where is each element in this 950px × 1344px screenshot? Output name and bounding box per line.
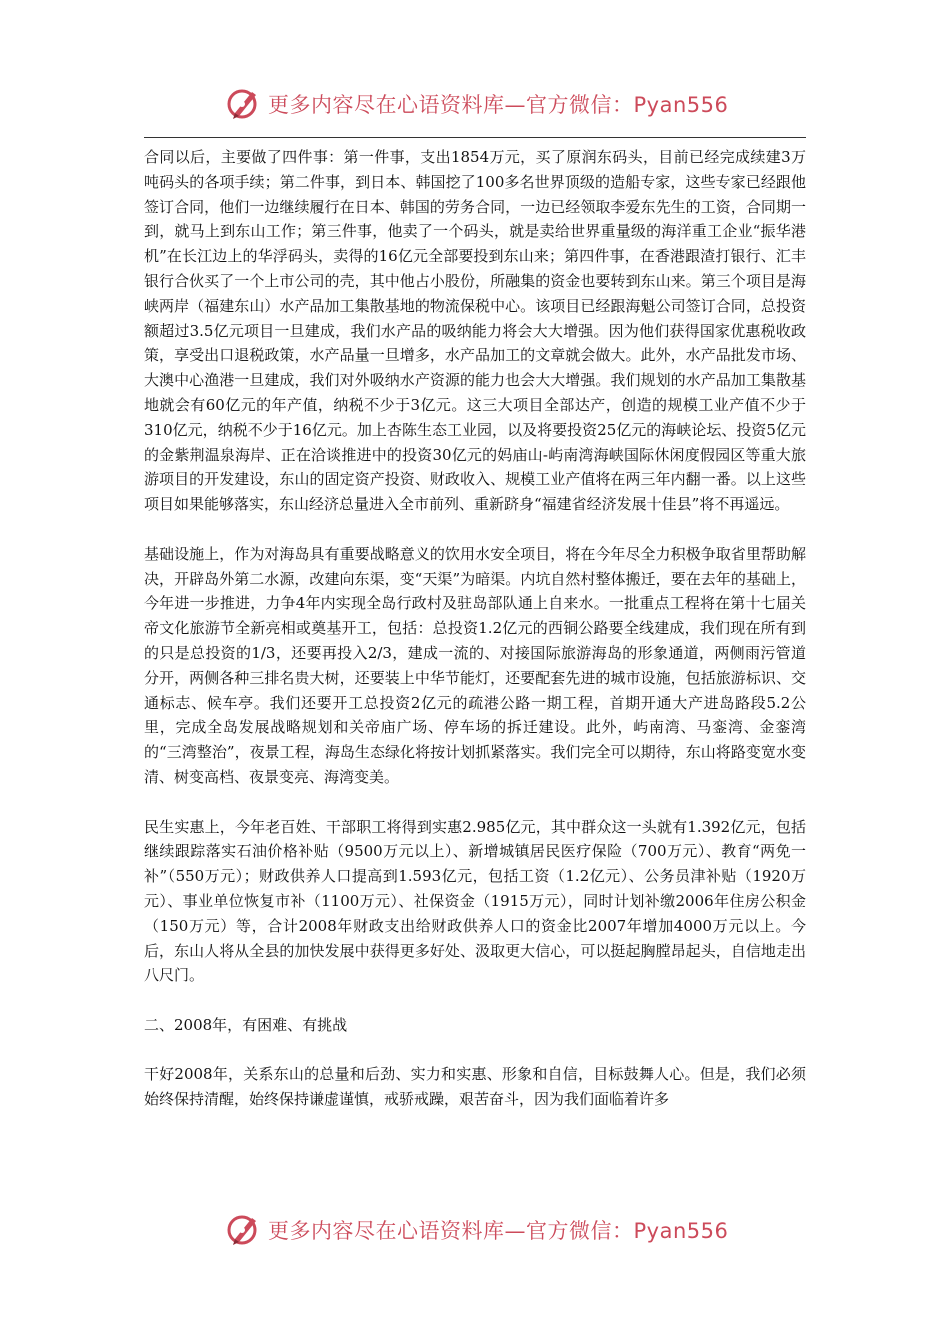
footer-banner-text: 更多内容尽在心语资料库—官方微信：Pyan556: [268, 1219, 729, 1243]
header-divider: [144, 137, 806, 138]
paragraph-projects: 合同以后，主要做了四件事：第一件事，支出1854万元，买了原润东码头，目前已经完成续建3万吨码头的各项手续；第二件事，到日本、韩国挖了100多名世界顶级的造船专家，这些专家已经跟他签订合同，他们一边继续履行在日本、韩国的劳务合同，一边已经领取李爱东先生的工资，合同期一到，就马上到东山工作；第三件事，他卖了一个码头，就是卖给世界重量级的海洋重工企业“振华港机”在长江边上的华浮码头，卖得的16亿元全部要投到东山来；第四件事，在香港跟渣打银行、汇丰银行合伙买了一个上市公司的壳，其中他占小股份，所融集的资金也要转到东山来。第三个项目是海峡两岸（福建东山）水产品加工集散基地的物流保税中心。该项目已经跟海魁公司签订合同，总投资额超过3.5亿元项目一旦建成，我们水产品的吸纳能力将会大大增强。因为他们获得国家优惠税收政策，享受出口退税政策，水产品量一旦增多，水产品加工的文章就会做大。此外，水产品批发市场、大澳中心渔港一旦建成，我们对外吸纳水产资源的能力也会大大增强。我们规划的水产品加工集散基地就会有60亿元的年产值，纳税不少于3亿元。这三大项目全部达产，创造的规模工业产值不少于310亿元，纳税不少于16亿元。加上杏陈生态工业园，以及将要投资25亿元的海峡论坛、投资5亿元的金紫荆温泉海岸、正在洽谈推进中的投资30亿元的妈庙山-屿南湾海峡国际休闲度假园区等重大旅游项目的开发建设，东山的固定资产投资、财政收入、规模工业产值将在两三年内翻一番。以上这些项目如果能够落实，东山经济总量进入全市前列、重新跻身“福建省经济发展十佳县”将不再遥远。: [144, 148, 806, 514]
header-banner: [226, 84, 746, 124]
section-heading: 二、2008年，有困难、有挑战: [144, 1015, 348, 1034]
footer-banner: [226, 1210, 746, 1250]
pen-logo-icon: [226, 1212, 262, 1248]
paragraph-infrastructure: 基础设施上，作为对海岛具有重要战略意义的饮用水安全项目，将在今年尽全力积极争取省里帮助解决，开辟岛外第二水源，改建向东渠，变“天渠”为暗渠。内坑自然村整体搬迁，要在去年的基础上，今年进一步推进，力争4年内实现全岛行政村及驻岛部队通上自来水。一批重点工程将在第十七届关帝文化旅游节全新亮相或奠基开工，包括：总投资1.2亿元的西铜公路要全线建成，我们现在所有到的只是总投资的1/3，还要再投入2/3，建成一流的、对接国际旅游海岛的形象通道，两侧雨污管道分开，两侧各种三排名贵大树，还要装上中华节能灯，还要配套先进的城市设施，包括旅游标识、交通标志、候车亭。我们还要开工总投资2亿元的疏港公路一期工程，首期开通大产进岛路段5.2公里，完成全岛发展战略规划和关帝庙广场、停车场的拆迁建设。此外，屿南湾、马銮湾、金銮湾的“三湾整治”，夜景工程，海岛生态绿化将按计划抓紧落实。我们完全可以期待，东山将路变宽水变清、树变高档、夜景变亮、海湾变美。: [144, 544, 806, 786]
pen-logo-icon: [226, 86, 262, 122]
document-body: [144, 145, 806, 1112]
header-banner-text: 更多内容尽在心语资料库—官方微信：Pyan556: [268, 93, 729, 117]
paragraph-challenges: 干好2008年，关系东山的总量和后劲、实力和实惠、形象和自信，目标鼓舞人心。但是，我们必须始终保持清醒，始终保持谦虚谨慎，戒骄戒躁，艰苦奋斗，因为我们面临着许多: [144, 1065, 806, 1109]
paragraph-livelihood: 民生实惠上，今年老百姓、干部职工将得到实惠2.985亿元，其中群众这一头就有1.392亿元，包括继续跟踪落实石油价格补贴（9500万元以上）、新增城镇居民医疗保险（700万元）、教育“两免一补”（550万元）；财政供养人口提高到1.593亿元，包括工资（1.2亿元）、公务员津补贴（1920万元）、事业单位恢复市补（1100万元）、社保资金（1915万元），同时计划补缴2006年住房公积金（150万元）等，合计2008年财政支出给财政供养人口的资金比2007年增加4000万元以上。今后，东山人将从全县的加快发展中获得更多好处、汲取更大信心，可以挺起胸膛昂起头，自信地走出八尺门。: [144, 817, 806, 985]
